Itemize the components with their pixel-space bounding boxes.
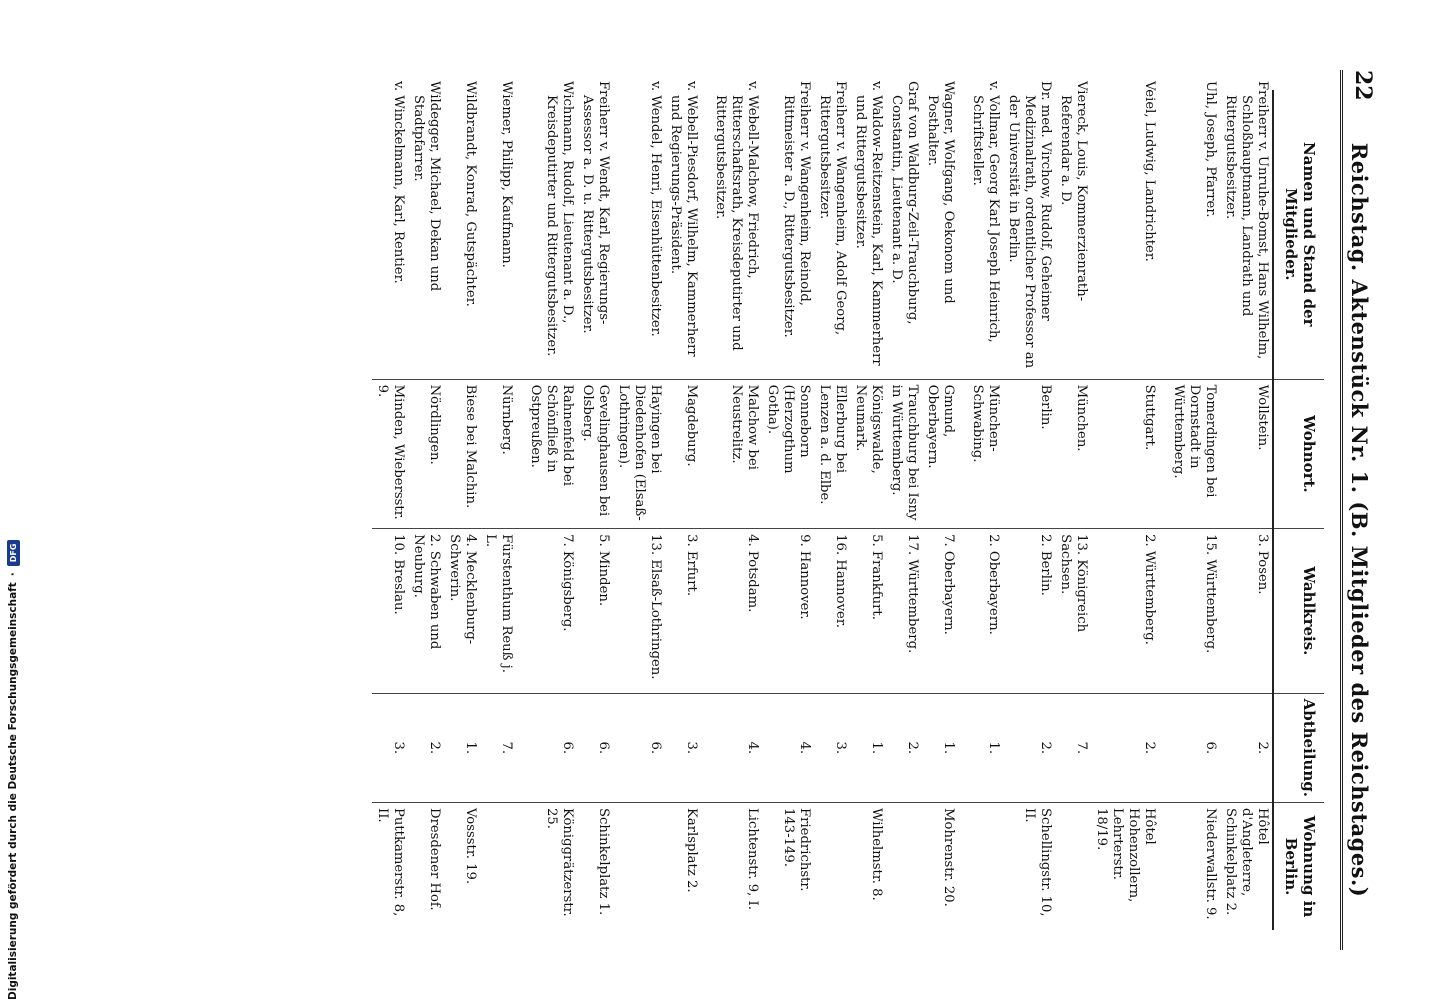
table-row xyxy=(372,90,408,930)
member-wahlkreis: 13. Königreich Sachsen. xyxy=(1055,529,1091,693)
member-wahlkreis: 4. Potsdam. xyxy=(710,529,762,693)
member-name: Uhl, Joseph, Pfarrer. xyxy=(1203,81,1218,218)
digitization-text: Digitalisierung gefördert durch die Deutsche Forschungsgemeinschaft xyxy=(7,582,19,1000)
table-row xyxy=(967,90,1003,930)
member-abtheilung: 1. xyxy=(967,693,1003,802)
member-wohnort: Wollstein. xyxy=(1220,379,1273,529)
table-row xyxy=(1055,90,1091,930)
member-name: Wildbrandt, Konrad, Gutspächter. xyxy=(463,81,478,307)
page-number: 22 xyxy=(1350,70,1376,101)
member-wahlkreis: 13. Elsaß-Lothringen. xyxy=(613,529,665,693)
member-abtheilung: 1. xyxy=(444,693,480,802)
member-berlin: Hôtel Hohenzollern, Lehrterstr. 18/19. xyxy=(1091,803,1168,931)
member-wohnort: Gevelinghausen bei Olsberg. xyxy=(577,379,613,529)
member-berlin xyxy=(480,803,525,931)
member-wahlkreis: 2. Württemberg. xyxy=(1091,529,1168,693)
rotated-page-content xyxy=(20,70,1380,950)
member-wohnort: Hayingen bei Diedenhofen (Elsaß-Lothringen). xyxy=(613,379,665,529)
member-wahlkreis: 4. Mecklenburg-Schwerin. xyxy=(444,529,480,693)
member-abtheilung: 7. xyxy=(1055,693,1091,802)
table-header-row xyxy=(1273,90,1324,930)
member-wahlkreis: 2. Oberbayern. xyxy=(967,529,1003,693)
table-row xyxy=(710,90,762,930)
table-row xyxy=(1168,90,1220,930)
member-berlin: Friedrichstr. 143-149. xyxy=(762,803,814,931)
member-wohnort: Malchow bei Neustrelitz. xyxy=(710,379,762,529)
member-abtheilung: 2. xyxy=(1220,693,1273,802)
member-wahlkreis: 7. Oberbayern. xyxy=(922,529,967,693)
table-row xyxy=(525,90,577,930)
member-berlin: Wilhelmstr. 8. xyxy=(850,803,886,931)
member-name: Wichmann, Rudolf, Lieutenant a. D., Kreisdeputirter und Rittergutsbesitzer. xyxy=(544,81,575,357)
table-row xyxy=(665,90,710,930)
member-wohnort: Berlin. xyxy=(1003,379,1055,529)
table-row xyxy=(480,90,525,930)
table-row xyxy=(886,90,922,930)
table-row xyxy=(408,90,444,930)
member-name: Dr. med. Virchow, Rudolf, Geheimer Medizinalrath, ordentlicher Professor an der Universität in Berlin. xyxy=(1006,81,1053,369)
member-abtheilung: 6. xyxy=(577,693,613,802)
member-name: Graf von Waldburg-Zeil-Trauchburg, Constantin, Lieutenant a. D. xyxy=(889,81,920,325)
member-name: Veiel, Ludwig, Landrichter. xyxy=(1142,81,1157,262)
table-row xyxy=(922,90,967,930)
table-row xyxy=(1220,90,1273,930)
member-wahlkreis: 16. Hannover. xyxy=(814,529,850,693)
header-rule xyxy=(1340,70,1343,950)
member-wohnort: Nördlingen. xyxy=(408,379,444,529)
member-berlin: Lichtenstr. 9, I. xyxy=(710,803,762,931)
member-abtheilung: 2. xyxy=(1003,693,1055,802)
member-wohnort: Gmund, Oberbayern. xyxy=(922,379,967,529)
member-berlin: Karlsplatz 2. xyxy=(665,803,710,931)
header-wohnort: Wohnort. xyxy=(1273,379,1324,529)
member-berlin: Puttkamerstr. 8, II. xyxy=(372,803,408,931)
table-row xyxy=(613,90,665,930)
member-abtheilung: 3. xyxy=(665,693,710,802)
member-berlin: Schinkelplatz 1. xyxy=(577,803,613,931)
member-wohnort: Magdeburg. xyxy=(665,379,710,529)
member-berlin xyxy=(1055,803,1091,931)
member-wohnort: Tomerdingen bei Dornstadt in Württemberg. xyxy=(1168,379,1220,529)
member-abtheilung: 2. xyxy=(408,693,444,802)
header-abtheilung: Abtheilung. xyxy=(1273,693,1324,802)
member-berlin: Vossstr. 19. xyxy=(444,803,480,931)
member-name: v. Winckelmann, Karl, Rentier. xyxy=(391,81,406,284)
member-wohnort: Minden, Wiebersstr. 9. xyxy=(372,379,408,529)
member-wohnort: Rahnenfeld bei Schönfließ in Ostpreußen. xyxy=(525,379,577,529)
header-name: Namen und Stand der Mitglieder. xyxy=(1273,90,1324,379)
member-wahlkreis: 3. Erfurt. xyxy=(665,529,710,693)
member-wahlkreis: 10. Breslau. xyxy=(372,529,408,693)
member-wohnort: München-Schwabing. xyxy=(967,379,1003,529)
member-abtheilung: 7. xyxy=(480,693,525,802)
member-wahlkreis: 2. Berlin. xyxy=(1003,529,1055,693)
member-wahlkreis: 3. Posen. xyxy=(1220,529,1273,693)
member-wohnort: Nürnberg. xyxy=(480,379,525,529)
member-abtheilung: 2. xyxy=(1091,693,1168,802)
member-name: v. Webell-Malchow, Friedrich, Ritterschaftsrath, Kreisdeputirter und Rittergutsbesitzer. xyxy=(713,81,760,351)
member-wahlkreis: 7. Königsberg. xyxy=(525,529,577,693)
member-berlin: Königgrätzerstr. 25. xyxy=(525,803,577,931)
dfg-logo: DFG xyxy=(7,540,20,567)
members-table xyxy=(372,81,1324,930)
table-row xyxy=(1091,90,1168,930)
member-name: v. Waldow-Reitzenstein, Karl, Kammerherr und Rittergutsbesitzer. xyxy=(853,81,884,366)
member-wahlkreis: 5. Minden. xyxy=(577,529,613,693)
member-name: Freiherr v. Wangenheim, Adolf Georg, Rittergutsbesitzer. xyxy=(817,81,848,336)
member-name: v. Webell-Piesdorf, Wilhelm, Kammerherr und Regierungs-Präsident. xyxy=(668,81,699,357)
table-row xyxy=(814,90,850,930)
table-row xyxy=(444,90,480,930)
member-wohnort: Trauchburg bei Isny in Württemberg. xyxy=(886,379,922,529)
member-wahlkreis: 15. Württemberg. xyxy=(1168,529,1220,693)
member-name: Wildegger, Michael, Dekan und Stadtpfarrer. xyxy=(411,81,442,292)
member-wahlkreis: 9. Hannover. xyxy=(762,529,814,693)
member-berlin xyxy=(967,803,1003,931)
member-abtheilung: 1. xyxy=(922,693,967,802)
member-name: Wagner, Wolfgang, Oekonom und Posthalter. xyxy=(925,81,956,304)
member-berlin xyxy=(613,803,665,931)
member-berlin xyxy=(886,803,922,931)
running-head: Reichstag. Aktenstück Nr. 1. (B. Mitglieder des Reichstages.) xyxy=(1347,142,1372,898)
member-abtheilung: 3. xyxy=(372,693,408,802)
member-abtheilung: 6. xyxy=(525,693,577,802)
member-name: Viereck, Louis, Kommerzienrath-Referendar a. D. xyxy=(1058,81,1089,302)
member-name: Freiherr v. Wangenheim, Reinold, Rittmeister a. D., Rittergutsbesitzer. xyxy=(781,81,812,338)
table-body xyxy=(372,81,1273,930)
member-berlin: Mohrenstr. 20. xyxy=(922,803,967,931)
member-berlin: Dresdener Hof. xyxy=(408,803,444,931)
table-row xyxy=(577,90,613,930)
table-row xyxy=(762,90,814,930)
member-name: Wiemer, Philipp, Kaufmann. xyxy=(499,81,514,268)
table-row xyxy=(850,90,886,930)
member-wohnort: Biese bei Malchin. xyxy=(444,379,480,529)
member-abtheilung: 6. xyxy=(1168,693,1220,802)
member-berlin xyxy=(814,803,850,931)
member-wahlkreis: 5. Frankfurt. xyxy=(850,529,886,693)
member-berlin: Schellingstr. 10, II. xyxy=(1003,803,1055,931)
member-wohnort: Stuttgart. xyxy=(1091,379,1168,529)
member-abtheilung: 6. xyxy=(613,693,665,802)
header-berlin: Wohnung in Berlin. xyxy=(1273,803,1324,931)
member-abtheilung: 4. xyxy=(710,693,762,802)
member-abtheilung: 1. xyxy=(850,693,886,802)
member-wahlkreis: Fürstenthum Reuß j. L. xyxy=(480,529,525,693)
member-wahlkreis: 2. Schwaben und Neuburg. xyxy=(408,529,444,693)
member-wohnort: München. xyxy=(1055,379,1091,529)
member-name: Freiherr v. Unruhe-Bomst, Hans Wilhelm, Schloßhauptmann, Landrath und Rittergutsbesitzer. xyxy=(1223,81,1270,360)
member-name: Freiherr v. Wendt, Karl, Regierungs-Assessor a. D. u. Rittergutsbesitzer. xyxy=(580,81,611,334)
member-berlin: Niederwallstr. 9. xyxy=(1168,803,1220,931)
member-name: v. Vollmar, Georg Karl Joseph Heinrich, Schriftsteller. xyxy=(970,81,1001,343)
table-row xyxy=(1003,90,1055,930)
member-berlin: Hôtel d'Angleterre, Schinkelplatz 2. xyxy=(1220,803,1273,931)
member-wohnort: Königswalde, Neumark. xyxy=(850,379,886,529)
member-wahlkreis: 17. Württemberg. xyxy=(886,529,922,693)
member-abtheilung: 3. xyxy=(814,693,850,802)
member-abtheilung: 4. xyxy=(762,693,814,802)
member-wohnort: Ellerburg bei Lenzen a. d. Elbe. xyxy=(814,379,850,529)
member-name: v. Wendel, Henri, Eisenhüttenbesitzer. xyxy=(648,81,663,337)
member-wohnort: Sonneborn (Herzogthum Gotha). xyxy=(762,379,814,529)
member-abtheilung: 2. xyxy=(886,693,922,802)
digitization-note: Digitalisierung gefördert durch die Deutsche Forschungsgemeinschaft · DFG xyxy=(4,605,22,1000)
header-wahlkreis: Wahlkreis. xyxy=(1273,529,1324,693)
